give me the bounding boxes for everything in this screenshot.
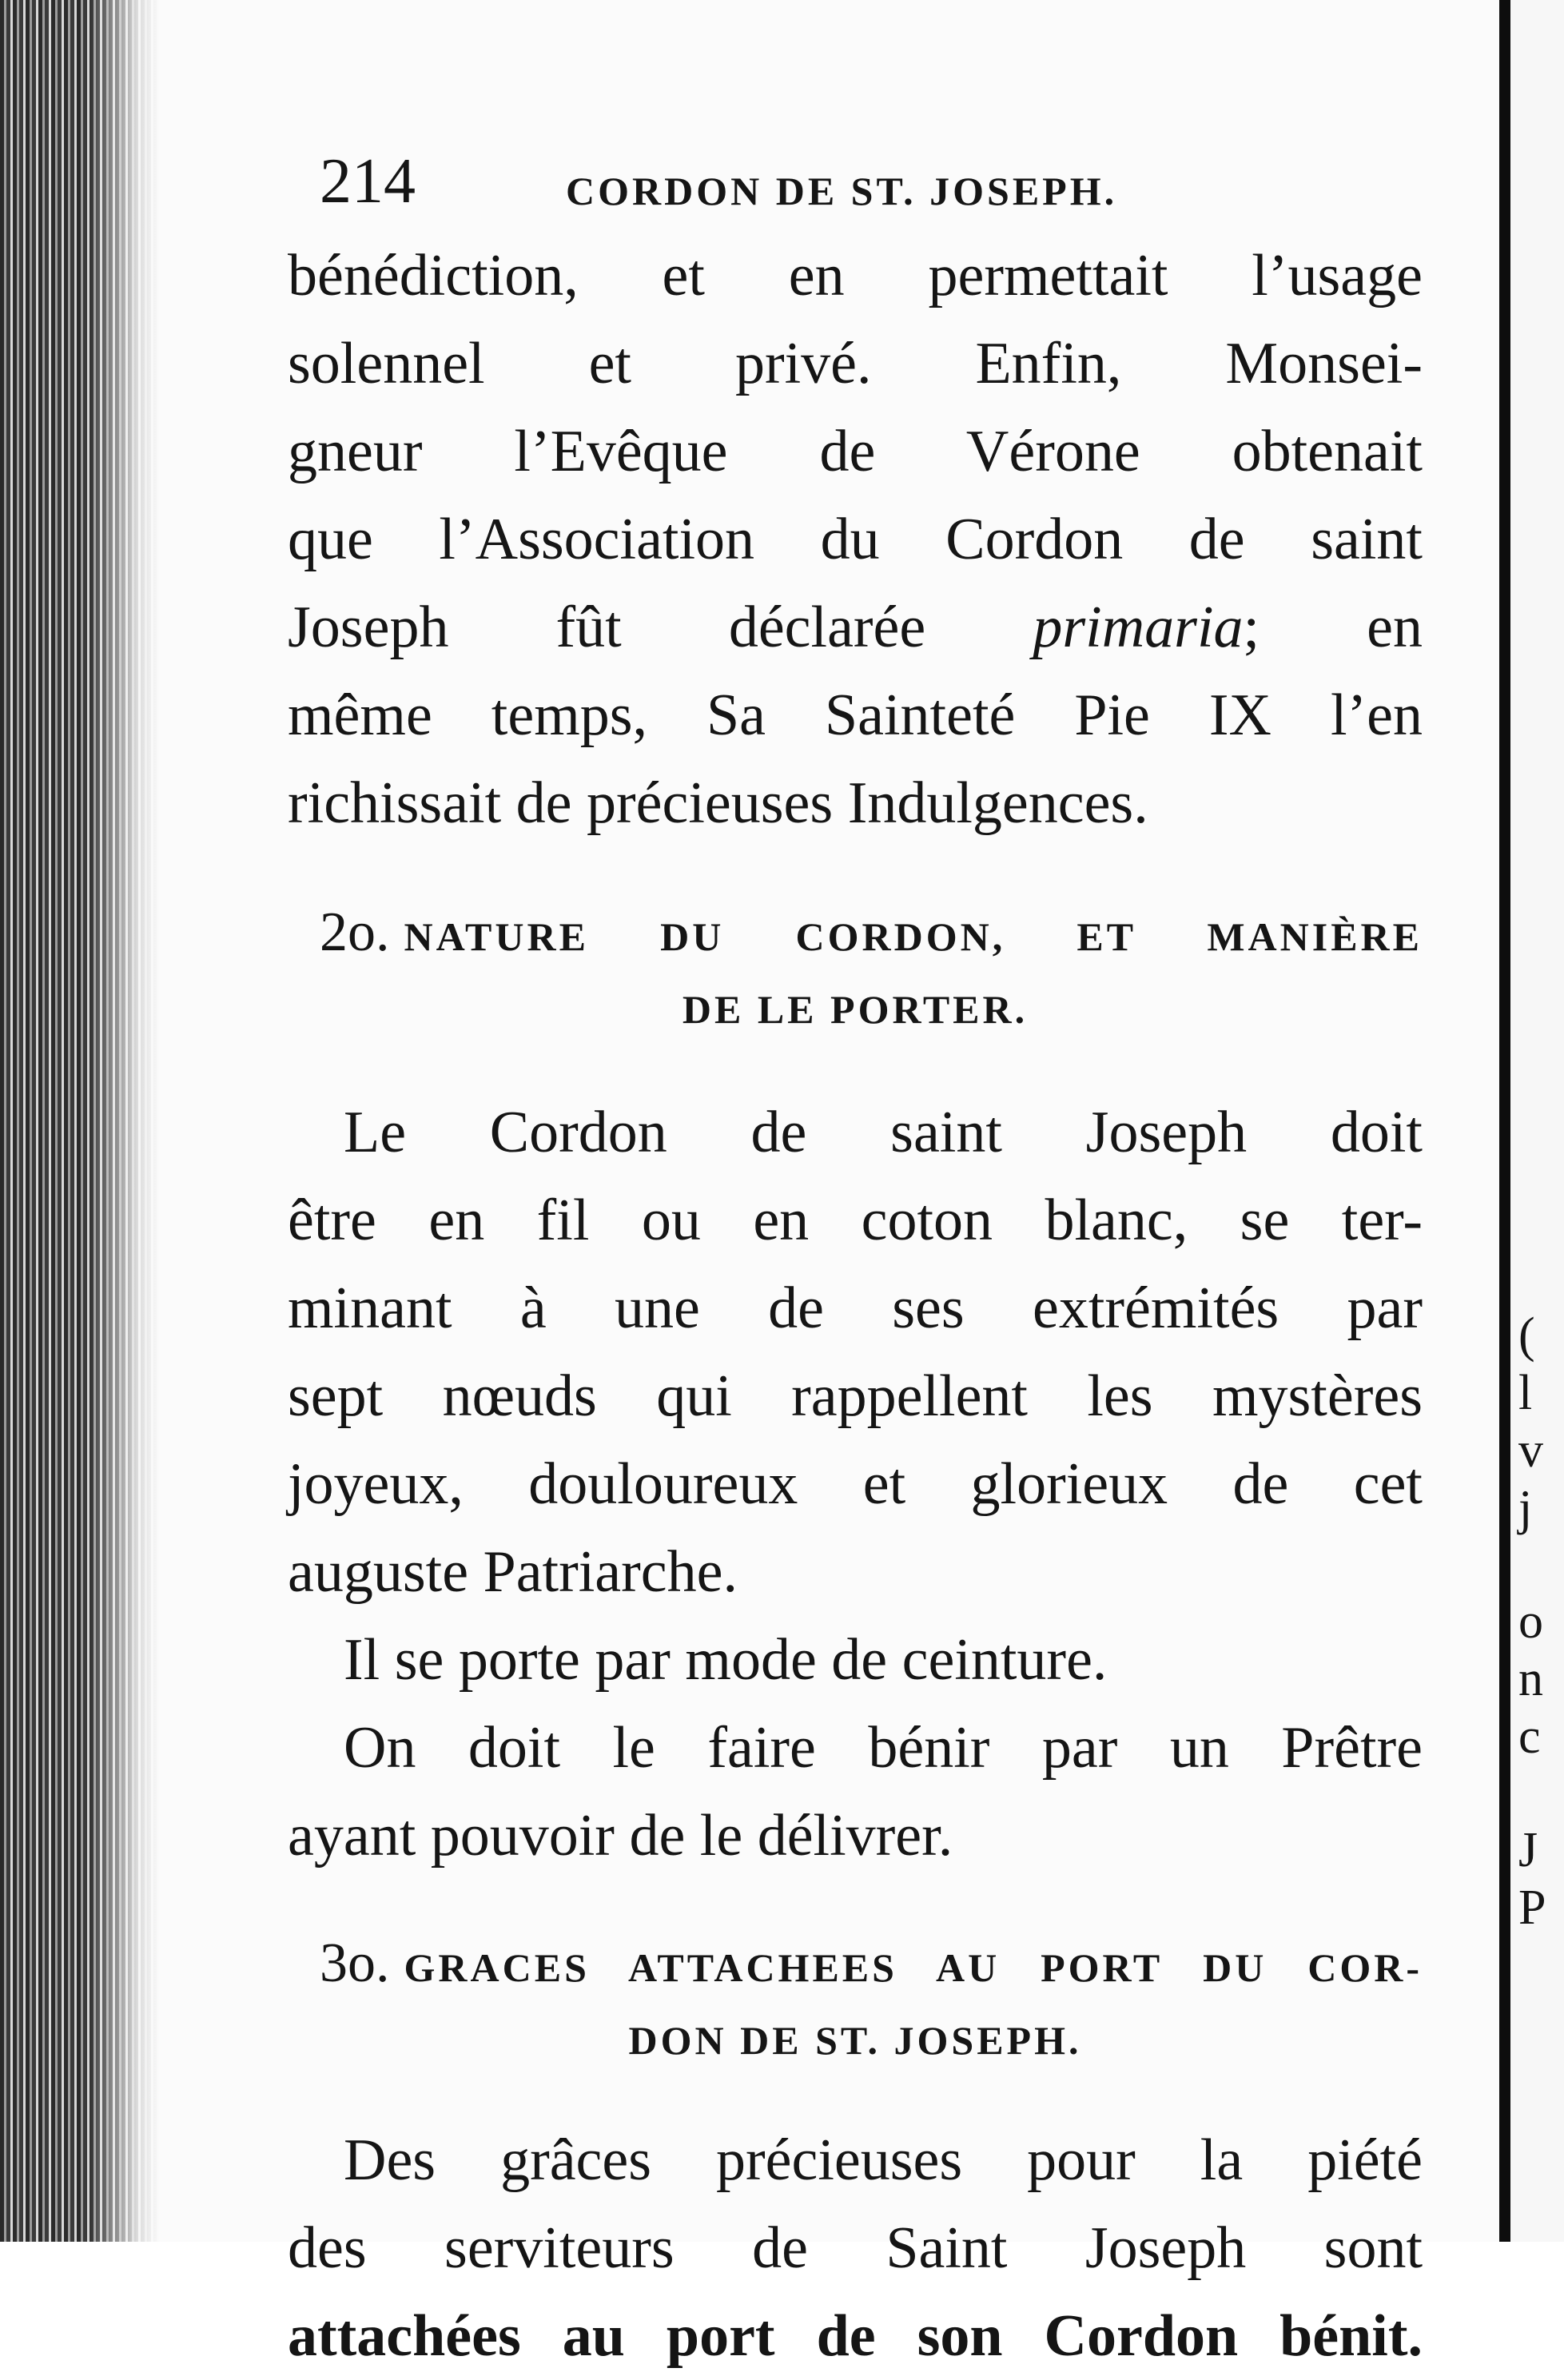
section-heading-line: DON DE ST. JOSEPH. — [628, 2018, 1082, 2063]
text-line: gneur l’Evêque de Vérone obtenait — [288, 419, 1423, 484]
text-line: auguste Patriarche. — [288, 1539, 738, 1605]
text-line: Des grâces précieuses pour la piété — [344, 2127, 1423, 2193]
text-line: On doit le faire bénir par un Prêtre — [344, 1715, 1423, 1781]
section-heading-nature — [288, 901, 1423, 1032]
paragraph-nature — [288, 1089, 1423, 1880]
text-line: richissait de précieuses Indulgences. — [288, 770, 1148, 836]
text-line: que l’Association du Cordon de saint — [288, 507, 1423, 572]
text-line: même temps, Sa Sainteté Pie IX l’en — [288, 683, 1423, 748]
paragraph-graces — [288, 2116, 1423, 2380]
section-title: GRACES ATTACHEES AU PORT DU COR- — [404, 1945, 1423, 1990]
book-gutter — [1499, 0, 1510, 2242]
text-line: minant à une de ses extrémités par — [288, 1276, 1423, 1341]
facing-page-char: v — [1518, 1423, 1543, 1478]
text-line: Il se porte par mode de ceinture. — [344, 1627, 1108, 1693]
paragraph-blessing — [288, 232, 1423, 847]
text-line: être en fil ou en coton blanc, se ter- — [288, 1188, 1423, 1253]
italic-term: primaria — [1033, 595, 1244, 660]
facing-page-char: ( — [1518, 1308, 1535, 1363]
text-line: attachées au port de son Cordon bénit. — [288, 2303, 1423, 2369]
page-text-block — [288, 136, 1423, 2380]
text-line: des serviteurs de Saint Joseph sont — [288, 2215, 1423, 2281]
text-line: bénédiction, et en permettait l’usage — [288, 243, 1423, 308]
facing-page-text-fragment — [1518, 1308, 1564, 1940]
text-line — [288, 583, 1423, 671]
text-line: sept nœuds qui rappellent les mystères — [288, 1363, 1423, 1429]
facing-page-char: o — [1518, 1594, 1543, 1649]
facing-page-char: c — [1518, 1709, 1541, 1764]
section-heading-line — [288, 1932, 1423, 1994]
section-heading-line — [288, 901, 1423, 963]
page-number: 214 — [320, 146, 416, 217]
page-header — [288, 136, 1423, 224]
facing-page-char: J — [1518, 1823, 1538, 1877]
text-span: ; en — [1243, 595, 1423, 660]
text-line: joyeux, douloureux et glorieux de cet — [288, 1451, 1423, 1517]
facing-page-char: l — [1518, 1366, 1533, 1420]
facing-page-char: n — [1518, 1652, 1543, 1706]
section-title: NATURE DU CORDON, ET MANIÈRE — [404, 914, 1423, 959]
text-line: Le Cordon de saint Joseph doit — [344, 1100, 1423, 1165]
section-number: 3o. — [320, 1932, 390, 1994]
text-line: solennel et privé. Enfin, Monsei- — [288, 331, 1423, 396]
section-number: 2o. — [320, 901, 390, 963]
text-line: ayant pouvoir de le délivrer. — [288, 1803, 953, 1869]
section-heading-graces — [288, 1932, 1423, 2063]
text-span: Joseph fût déclarée — [288, 595, 926, 660]
facing-page-char: j — [1518, 1481, 1533, 1535]
section-heading-line: DE LE PORTER. — [682, 987, 1029, 1032]
facing-page-char: P — [1518, 1881, 1546, 1935]
page-edge-shadow — [88, 0, 160, 2242]
running-head: CORDON DE ST. JOSEPH. — [566, 169, 1118, 213]
